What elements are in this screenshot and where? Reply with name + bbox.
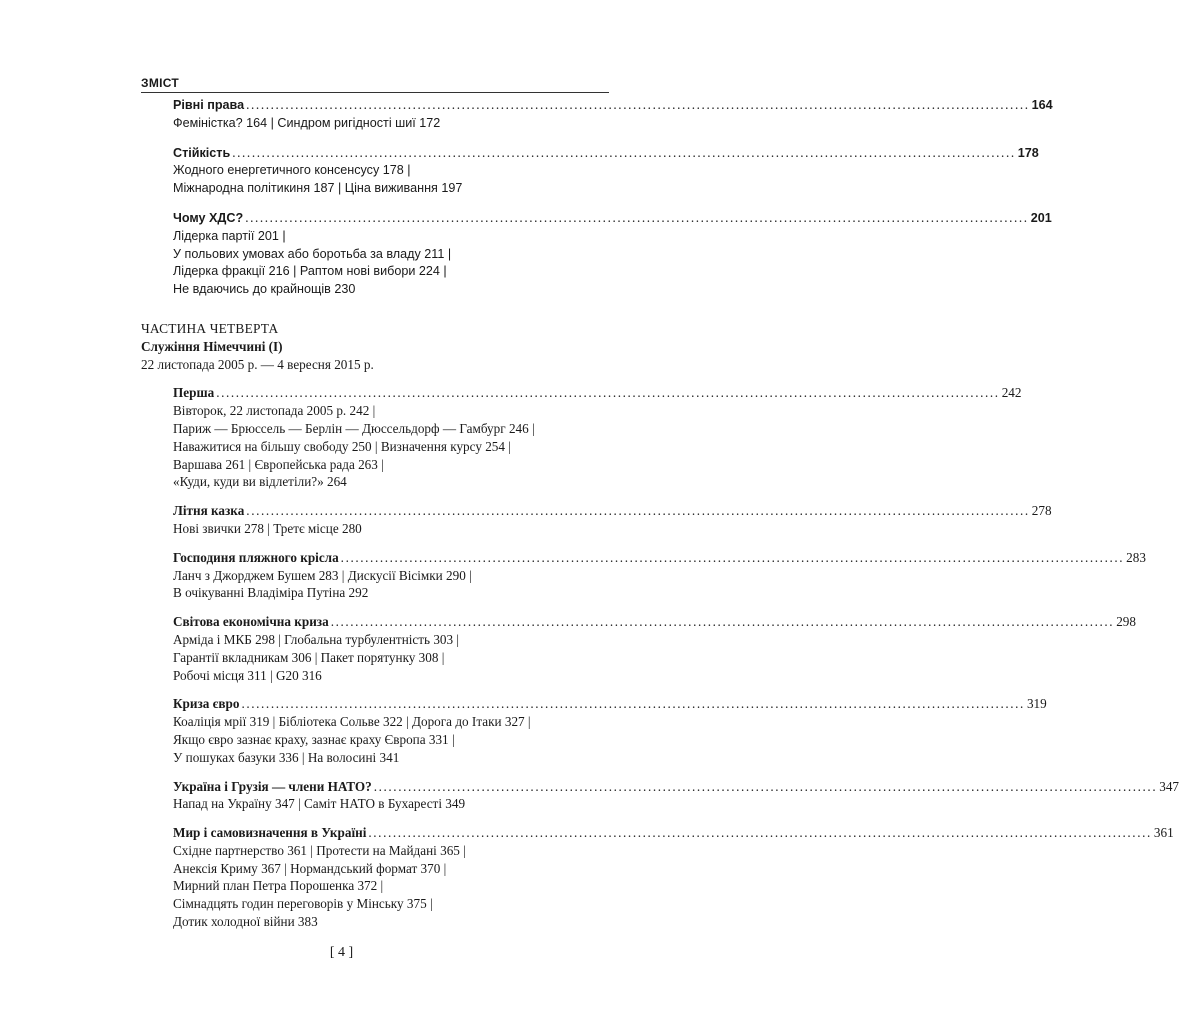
toc-entry-heading [173,824,1174,842]
dot-leader: ................................................................................................................................................................ [241,696,1025,712]
subsection-line: Жодного енергетичного консенсусу 178 | [173,163,411,178]
toc-entry-heading [173,549,1146,567]
subsection-list [173,842,609,931]
part-title: Служіння Німеччині (I) [141,338,283,354]
table-of-contents [141,96,1179,942]
chapter-page: 164 [1031,98,1053,112]
subsection-line: Париж — Брюссель — Берлін — Дюссельдорф — Гамбург 246 | [173,420,535,436]
subsection-line: Якщо євро зазнає краху, зазнає краху Європа 331 | [173,731,455,747]
chapter-page: 283 [1126,549,1146,565]
subsection-line: У польових умовах або боротьба за владу 211 | [173,246,452,261]
chapter-title: Рівні права [173,98,245,112]
subsection-line: Мирний план Петра Порошенка 372 | [173,878,384,894]
toc-entry-heading [173,144,1039,163]
page-number: [ 4 ] [329,945,354,960]
toc-entry [173,778,1179,814]
subsection-list [173,162,609,198]
chapter-title: Господиня пляжного крісла [173,549,339,565]
subsection-line: «Куди, куди ви відлетіли?» 264 [173,474,347,490]
subsection-line: Наважитися на більшу свободу 250 | Визначення курсу 254 | [173,438,511,454]
dot-leader: ................................................................................................................................................................ [330,614,1115,630]
subsection-line: Робочі місця 311 | G20 316 [173,667,322,683]
chapter-page: 278 [1031,503,1052,519]
toc-entry [173,695,1047,766]
subsection-line: Ланч з Джорджем Бушем 283 | Дискусії Вісімки 290 | [173,567,472,583]
toc-entry-heading [173,613,1136,631]
toc-entry [173,824,1174,931]
chapter-page: 242 [1001,385,1022,401]
subsection-list [173,567,609,603]
subsection-line: Варшава 261 | Європейська рада 263 | [173,456,384,472]
subsection-list [173,115,609,133]
subsection-line: Гарантії вкладникам 306 | Пакет порятунку 308 | [173,649,445,665]
subsection-line: Феміністка? 164 | Синдром ригідності шиї 172 [173,115,441,130]
chapter-title: Чому ХДС? [173,210,244,225]
toc-entry [173,384,1022,491]
subsection-list [173,631,609,684]
subsection-list [173,713,609,766]
chapter-title: Мир і самовизначення в Україні [173,825,367,841]
toc-entry-heading [173,209,1052,228]
subsection-list [173,520,609,538]
subsection-line: Нові звички 278 | Третє місце 280 [173,520,362,536]
toc-section-b [141,384,1179,931]
chapter-title: Перша [173,385,215,401]
running-head: ЗМІСТ [141,76,609,93]
chapter-title: Стійкість [173,145,231,160]
subsection-line: У пошуках базуки 336 | На волосині 341 [173,749,400,765]
toc-entry-heading [173,502,1052,520]
toc-entry [173,549,1146,602]
dot-leader: ................................................................................................................................................................ [246,97,1030,112]
toc-entry-heading [173,384,1022,402]
chapter-page: 347 [1159,778,1179,794]
chapter-page: 361 [1153,825,1174,841]
toc-section-a [141,96,1053,299]
subsection-line: Вівторок, 22 листопада 2005 р. 242 | [173,403,376,419]
subsection-line: Лідерка фракції 216 | Раптом нові вибори 224 | [173,264,447,279]
subsection-list [173,795,609,813]
chapter-title: Криза євро [173,696,240,712]
dot-leader: ................................................................................................................................................................ [368,825,1152,841]
chapter-page: 201 [1030,210,1052,225]
toc-entry-heading [173,778,1179,796]
chapter-title: Літня казка [173,503,245,519]
subsection-line: Напад на Україну 347 | Саміт НАТО в Бухаресті 349 [173,796,466,812]
dot-leader: ................................................................................................................................................................ [246,503,1030,519]
chapter-page: 298 [1116,614,1136,630]
subsection-list [173,402,609,491]
subsection-line: Анексія Криму 367 | Нормандський формат 370 | [173,860,447,876]
chapter-page: 178 [1017,145,1039,160]
toc-entry [173,502,1052,538]
subsection-line: Коаліція мрії 319 | Бібліотека Сольве 322 | Дорога до Ітаки 327 | [173,714,531,730]
toc-entry-heading [173,96,1053,115]
dot-leader: ................................................................................................................................................................ [340,549,1125,565]
toc-entry [173,209,1052,299]
toc-entry [173,613,1136,684]
toc-entry [173,144,1039,198]
subsection-line: Міжнародна політикиня 187 | Ціна виживання 197 [173,181,463,196]
dot-leader: ................................................................................................................................................................ [245,209,1029,225]
subsection-line: Дотик холодної війни 383 [173,914,318,930]
chapter-page: 319 [1026,696,1047,712]
subsection-line: Східне партнерство 361 | Протести на Майдані 365 | [173,842,466,858]
subsection-line: Сімнадцять годин переговорів у Мінську 375 | [173,896,433,912]
chapter-title: Світова економічна криза [173,614,329,630]
toc-entry-heading [173,695,1047,713]
dot-leader: ................................................................................................................................................................ [232,144,1016,160]
subsection-line: В очікуванні Владіміра Путіна 292 [173,585,369,601]
subsection-line: Не вдаючись до крайнощів 230 [173,282,356,297]
dot-leader: ................................................................................................................................................................ [216,385,1000,401]
dot-leader: ................................................................................................................................................................ [373,778,1158,794]
subsection-list [173,228,609,299]
subsection-line: Арміда і МКБ 298 | Глобальна турбулентність 303 | [173,631,460,647]
part-label: ЧАСТИНА ЧЕТВЕРТА [141,320,279,336]
toc-entry [173,96,1053,133]
subsection-line: Лідерка партії 201 | [173,228,286,243]
part-heading [141,320,609,373]
part-dates: 22 листопада 2005 р. — 4 вересня 2015 р. [141,356,374,372]
chapter-title: Україна і Грузія — члени НАТО? [173,778,372,794]
